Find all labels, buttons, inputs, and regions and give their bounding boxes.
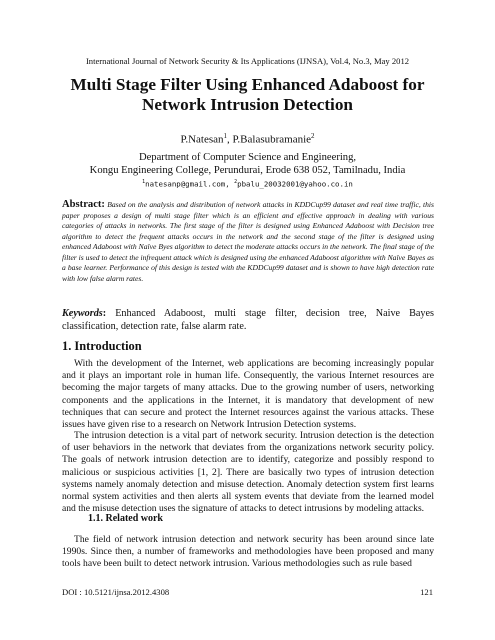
author-2-mark: 2 — [311, 132, 315, 140]
title-line-1: Multi Stage Filter Using Enhanced Adaboost for — [70, 75, 425, 94]
intro-paragraph-2: The intrusion detection is a vital part of network security. Intrusion detection is the detection of user behaviors in the network that deviates from the organizations network security policy. The goals of network intrusion detection are to identify, categorize and possibly respond to malicious or suspicious activities [1, 2]. There are basically two types of intrusion detection systems namely anomaly detection and misuse detection. Anomaly detection system first learns normal system activities and then alerts all system events that deviate from the learned model and the misuse detection uses the signature of attacks to detect intrusions by modeling attacks. — [62, 430, 434, 515]
section-heading-introduction: 1. Introduction — [62, 339, 142, 353]
email-1: natesanp@gmail.com, — [145, 179, 235, 189]
page-number: 121 — [420, 587, 433, 597]
abstract-label: Abstract: — [62, 199, 105, 210]
affiliation-line-2: Kongu Engineering College, Perundurai, Erode 638 052, Tamilnadu, India — [89, 165, 406, 176]
email-2-mark: 2 — [234, 179, 238, 185]
intro-paragraph-1: With the development of the Internet, web applications are becoming increasingly popular and it plays an important role in human life. Consequently, the various Internet resources are becoming the major targets of many attacks. Due to the growing number of users, networking components and the applications in the Internet, it is mandatory that development of new techniques that can secure and protect the Internet resources against the various attacks. These issues have given rise to a research on Network Intrusion Detection systems. — [62, 358, 434, 431]
keywords-colon: : — [102, 308, 116, 319]
journal-header: International Journal of Network Security & Its Applications (IJNSA), Vol.4, No.3, May 2012 — [85, 56, 410, 66]
keywords-text: Enhanced Adaboost, multi stage filter, decision tree, Naive Bayes classification, detection rate, false alarm rate. — [62, 308, 434, 332]
keywords-label: Keywords — [62, 308, 103, 319]
abstract-text: Based on the analysis and distribution of network attacks in KDDCup99 dataset and real time traffic, this paper proposes a design of multi stage filter which is an efficient and effective approach in dealing with various categories of attacks in networks. The first stage of the filter is designed using Enhanced Adaboost with Decision tree algorithm to detect the frequent attacks occurs in the network and the second stage of the filter is designed using enhanced Adaboost with Naïve Byes algorithm to detect the moderate attacks occurs in the network. The final stage of the filter is used to detect the infrequent attack which is designed using the enhanced Adaboost algorithm with Naïve Bayes as a base learner. Performance of this design is tested with the KDDCup99 dataset and is shown to have high detection rate with low false alarm rates. — [62, 200, 434, 283]
email-2: pbalu_20032001@yahoo.co.in — [237, 179, 353, 189]
author-1: P.Natesan — [180, 133, 224, 146]
doi-footer: DOI : 10.5121/ijnsa.2012.4308 — [62, 587, 170, 597]
related-work-paragraph: The field of network intrusion detection and network security has been around since late 1990s. Since then, a number of frameworks and methodologies have been proposed and many tools have been built to detect network intrusion. Various methodologies such as rule based — [62, 534, 434, 570]
author-list — [0, 132, 495, 146]
author-2: P.Balasubramanie — [232, 133, 312, 146]
paper-title — [40, 75, 455, 115]
title-line-2: Network Intrusion Detection — [141, 95, 353, 114]
abstract — [62, 200, 434, 284]
author-separator: , — [227, 133, 233, 146]
keywords — [62, 307, 434, 333]
author-1-mark: 1 — [223, 132, 228, 140]
email-1-mark: 1 — [142, 179, 146, 185]
affiliation-line-1: Department of Computer Science and Engineering, — [138, 152, 357, 163]
subsection-heading-related-work: 1.1. Related work — [88, 513, 163, 524]
affiliation — [0, 151, 495, 177]
author-emails — [0, 179, 495, 188]
